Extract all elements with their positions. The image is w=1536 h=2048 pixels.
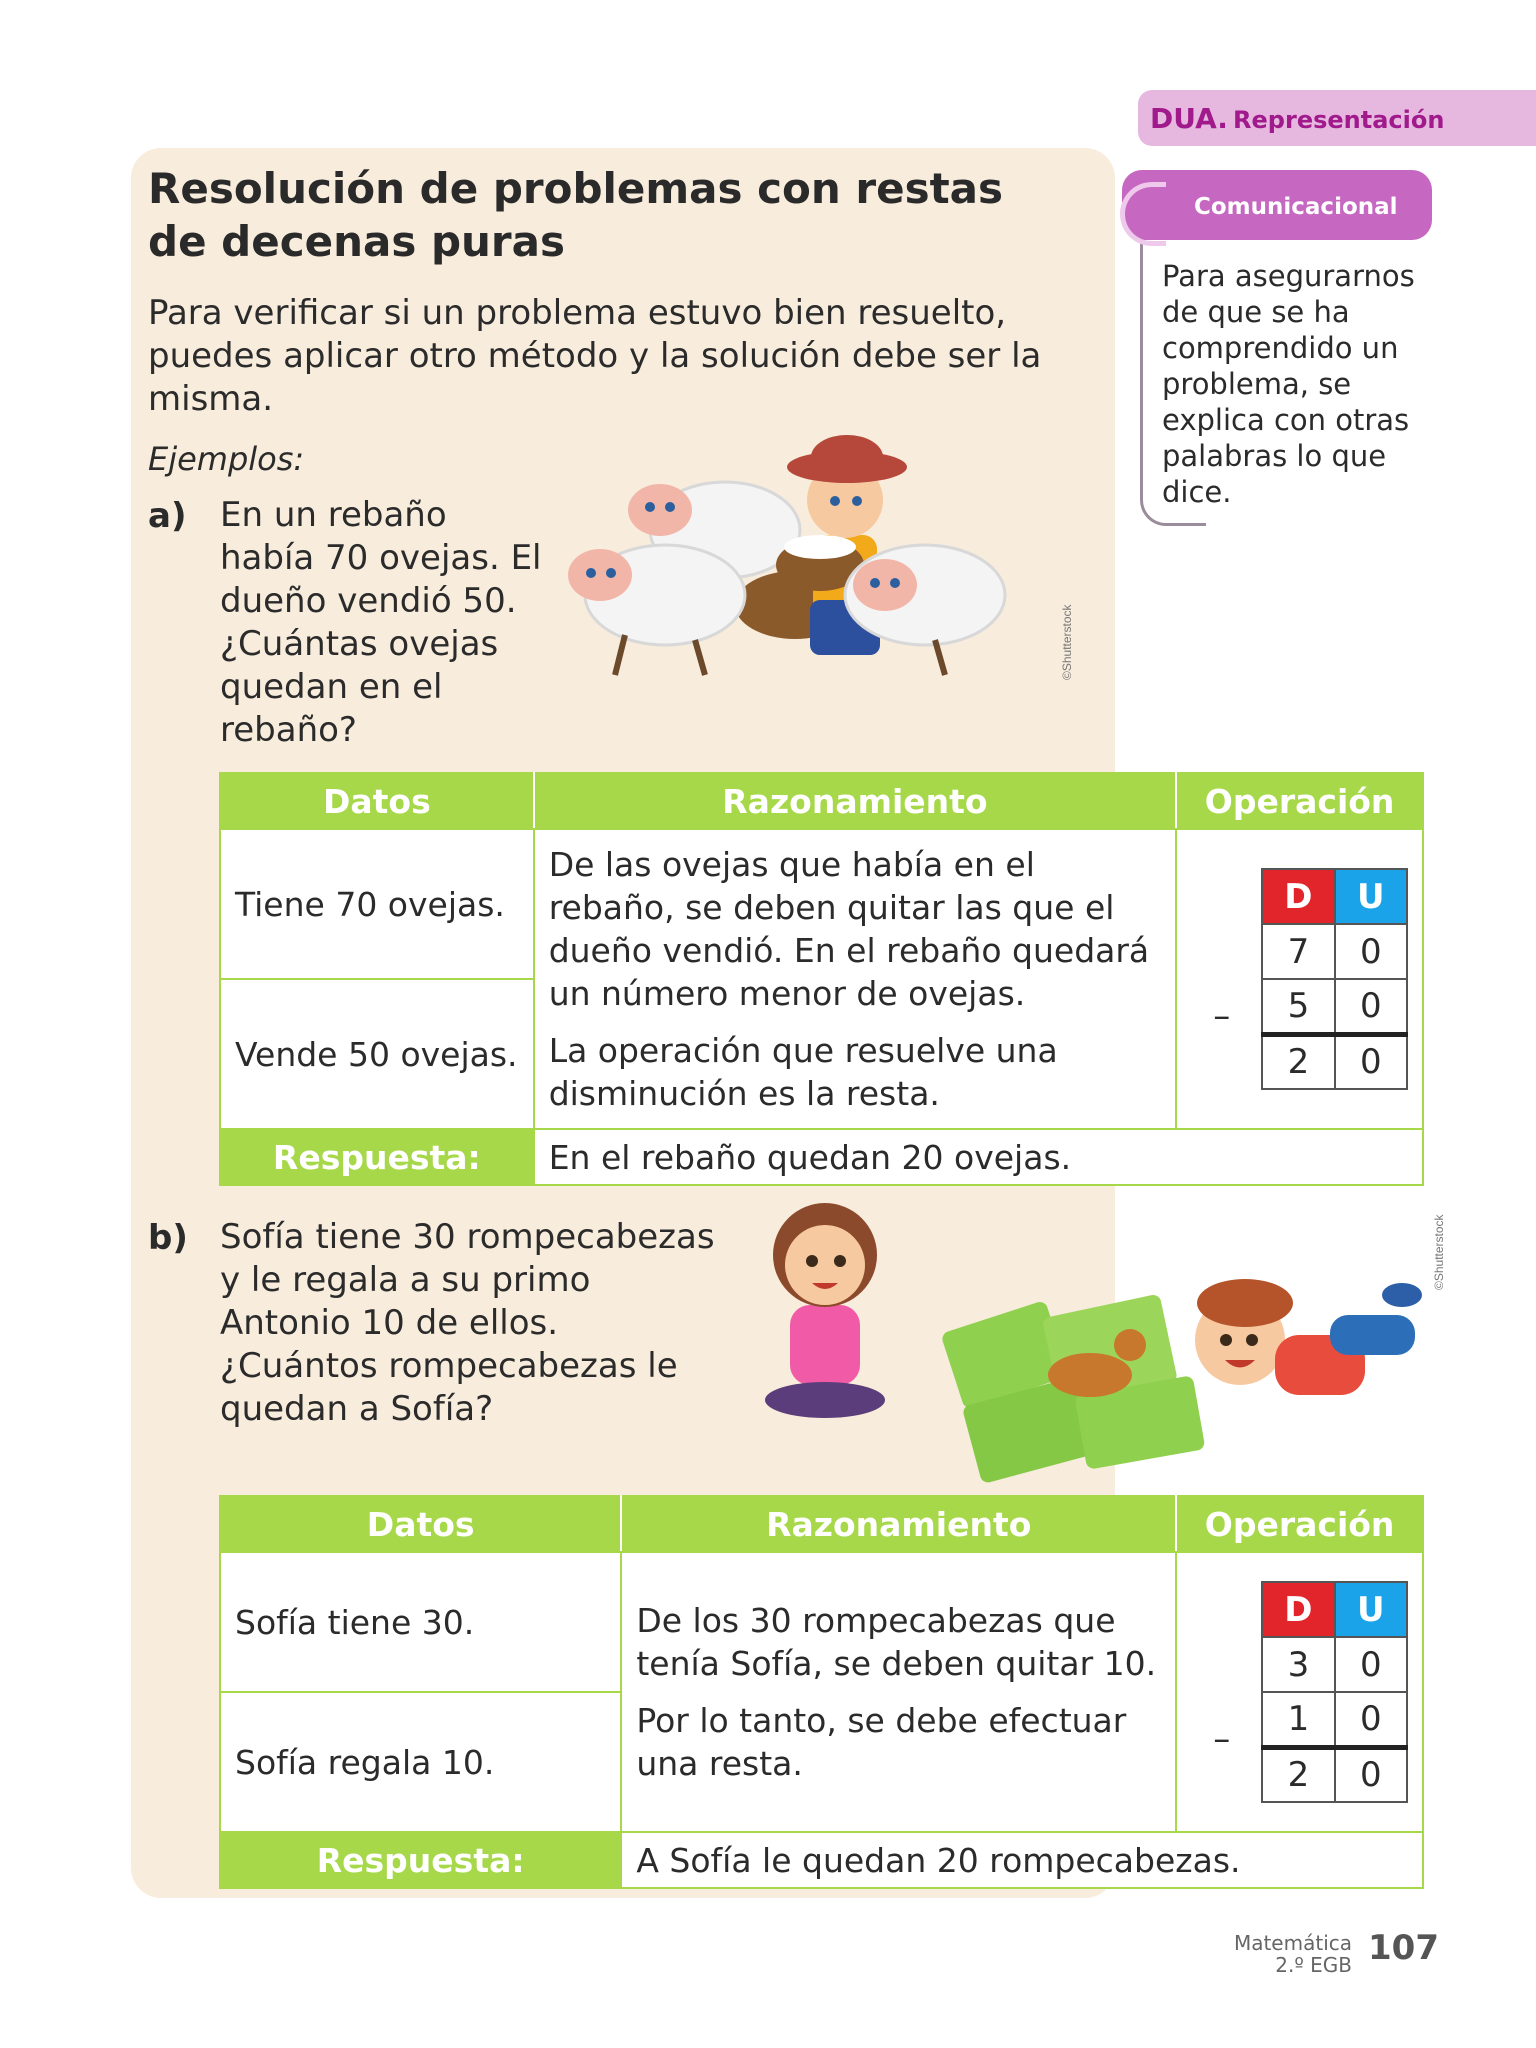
razonamiento-header: Razonamiento [534, 773, 1177, 829]
intro-text: Para verificar si un problema estuvo bien resuelto, puedes aplicar otro método y la solución debe ser la misma. [148, 293, 1042, 419]
datos-cell: Vende 50 ovejas. [220, 979, 534, 1129]
razonamiento-cell [621, 1552, 1176, 1832]
page-number: 107 [1368, 1928, 1439, 1968]
examples-label: Ejemplos: [148, 440, 305, 478]
operacion-header: Operación [1176, 1496, 1423, 1552]
digit-cell: 5 [1262, 979, 1334, 1034]
units-header: U [1335, 869, 1407, 924]
dua-banner [1138, 90, 1536, 146]
razonamiento-paragraph: De las ovejas que había en el rebaño, se deben quitar las que el dueño vendió. En el rebaño quedará un número menor de ovejas. [548, 845, 1150, 1013]
tens-header: D [1262, 1582, 1334, 1637]
subject-name: Matemática [1233, 1931, 1352, 1955]
side-note-text: Para asegurarnos de que se ha comprendido un problema, se explica con otras palabras lo que dice. [1162, 259, 1415, 509]
dua-label: DUA. [1150, 102, 1228, 135]
answer-label: Respuesta: [220, 1129, 534, 1185]
place-value-subtraction [1261, 868, 1408, 1090]
problem-a-text: En un rebaño había 70 ovejas. El dueño vendió 50. ¿Cuántas ovejas quedan en el rebaño? [220, 495, 542, 750]
digit-cell: 1 [1262, 1692, 1334, 1747]
dua-category: Representación [1233, 106, 1445, 134]
razonamiento-paragraph: La operación que resuelve una disminución es la resta. [548, 1031, 1058, 1113]
razonamiento-cell [534, 829, 1177, 1129]
photo-credit-b: ©Shutterstock [1432, 1214, 1446, 1290]
digit-cell: 0 [1335, 1692, 1407, 1747]
digit-cell: 0 [1335, 1747, 1407, 1802]
digit-cell: 0 [1335, 924, 1407, 979]
tens-header: D [1262, 869, 1334, 924]
answer-text: A Sofía le quedan 20 rompecabezas. [621, 1832, 1423, 1888]
datos-header: Datos [220, 1496, 621, 1552]
page-title: Resolución de problemas con restas de decenas puras [148, 164, 1004, 266]
grade-label: 2.º EGB [1275, 1953, 1352, 1977]
digit-cell: 0 [1335, 1637, 1407, 1692]
problem-b-table [219, 1495, 1424, 1889]
kids-puzzle-illustration [720, 1195, 1430, 1485]
digit-cell: 2 [1262, 1034, 1334, 1089]
digit-cell: 3 [1262, 1637, 1334, 1692]
answer-label: Respuesta: [220, 1832, 621, 1888]
units-header: U [1335, 1582, 1407, 1637]
digit-cell: 7 [1262, 924, 1334, 979]
datos-cell: Tiene 70 ovejas. [220, 829, 534, 979]
problem-a-marker: a) [148, 496, 187, 536]
digit-cell: 2 [1262, 1747, 1334, 1802]
razonamiento-paragraph: De los 30 rompecabezas que tenía Sofía, se deben quitar 10. [636, 1601, 1157, 1683]
datos-cell: Sofía tiene 30. [220, 1552, 621, 1692]
datos-cell: Sofía regala 10. [220, 1692, 621, 1832]
minus-sign: – [1213, 1719, 1231, 1759]
answer-text: En el rebaño quedan 20 ovejas. [534, 1129, 1423, 1185]
razonamiento-header: Razonamiento [621, 1496, 1176, 1552]
sheep-shepherd-illustration [555, 435, 1050, 685]
place-value-subtraction [1261, 1581, 1408, 1803]
problem-b-marker: b) [148, 1218, 188, 1258]
problem-a-table [219, 772, 1424, 1186]
operation-cell [1176, 829, 1423, 1129]
digit-cell: 0 [1335, 1034, 1407, 1089]
datos-header: Datos [220, 773, 534, 829]
minus-sign: – [1213, 996, 1231, 1036]
photo-credit-a: ©Shutterstock [1060, 604, 1074, 680]
footer-subject [1234, 1932, 1352, 1976]
side-note-tab: Comunicacional [1122, 170, 1432, 240]
digit-cell: 0 [1335, 979, 1407, 1034]
problem-b-text: Sofía tiene 30 rompecabezas y le regala a su primo Antonio 10 de ellos. ¿Cuántos rompecabezas le quedan a Sofía? [220, 1217, 715, 1429]
operacion-header: Operación [1176, 773, 1423, 829]
razonamiento-paragraph: Por lo tanto, se debe efectuar una resta. [636, 1701, 1127, 1783]
operation-cell [1176, 1552, 1423, 1832]
